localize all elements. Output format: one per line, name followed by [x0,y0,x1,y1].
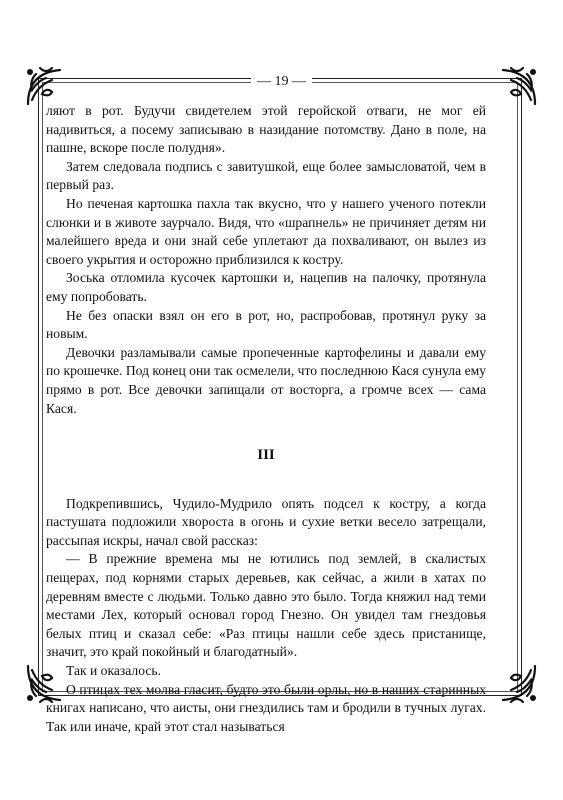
paragraph: Зоська отломила кусочек картошки и, нацепив на палочку, протянула ему попробовать. [46,270,486,304]
paragraph: О птицах тех молва гласит, будто это были орлы, но в наших старинных книгах написано, что аисты, они гнездились там и бродили в тучных лугах. Так или иначе, край этот стал называться [46,681,486,734]
page-number [0,74,563,90]
paragraph: Затем следовала подпись с завитушкой, еще более замысловатой, чем в первый раз. [46,158,486,193]
chapter-heading: III [257,447,275,464]
paragraph: Но печеная картошка пахла так вкусно, что у нашего ученого потекли слюнки и в животе заурчало. Видя, что «шрапнель» не причиняет детям ни малейшего вреда и они знай себе уплетают да похваливают, он вылез из своего укрытия и осторожно приблизился к костру. [46,195,486,267]
paragraph: — В прежние времена мы не ютились под землей, в скалистых пещерах, под корнями старых деревьев, как сейчас, а жили в хатах по деревням вместе с людьми. Только давно это было. Тогда княжил над теми местами Лех, который основал город Гнезно. Он увидел там гнездовья белых птиц и сказал себе: «Раз птицы нашли себе здесь пристанище, значит, это край покойный и благодатный». [46,551,486,660]
paragraph: Девочки разламывали самые пропеченные картофелины и давали ему по крошечке. Под конец они так осмелели, что последнюю Кася сунула ему прямо в рот. Все девочки запищали от восторга, а громче всех — сама Кася. [46,344,486,416]
body-text [46,102,486,736]
paragraph: Так и оказалось. [66,663,161,679]
paragraph: Не без опаски взял он его в рот, но, распробовав, протянул руку за новым. [46,307,486,342]
paragraph: Подкрепившись, Чудило-Мудрило опять подсел к костру, а когда пастушата подложили хвороста в огонь и сухие ветки весело затрещали, рассыпая искры, начал свой рассказ: [46,495,486,548]
page-number-text: — 19 — [251,74,312,89]
paragraph: ляют в рот. Будучи свидетелем этой геройской отваги, не мог ей надивиться, а посему записываю в назидание потомству. Дано в поле, на пашне, вскоре после полудня». [46,103,486,156]
corner-ornament-icon [495,660,541,706]
